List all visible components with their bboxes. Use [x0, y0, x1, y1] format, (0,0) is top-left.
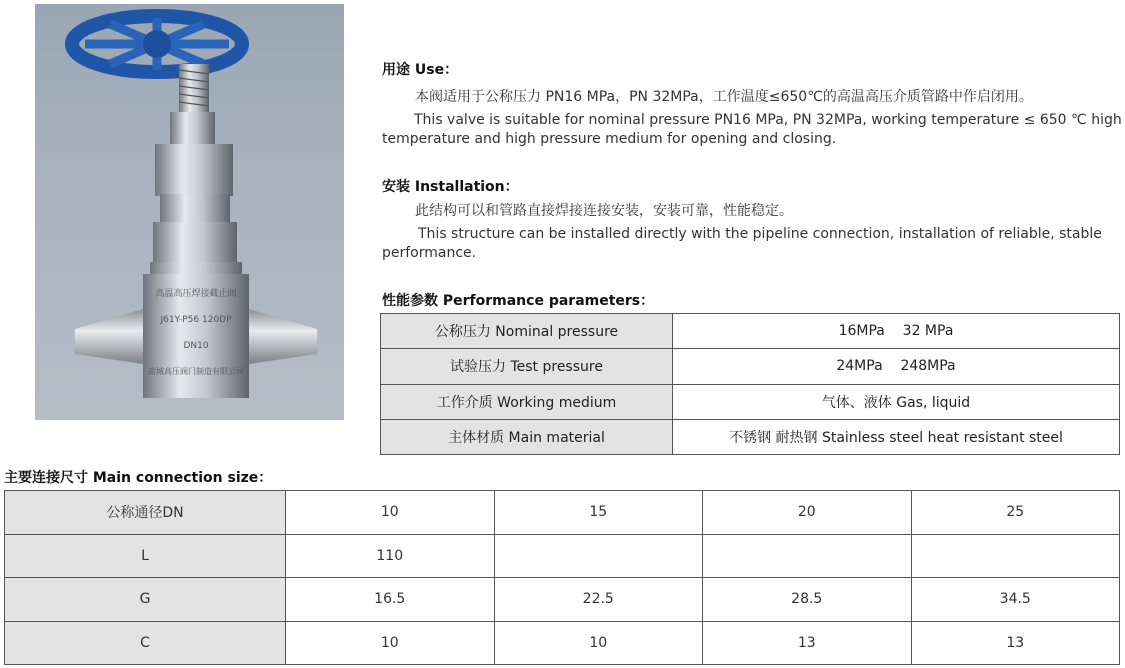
table-row — [381, 349, 1120, 384]
table-row — [5, 491, 1120, 535]
table-cell: 110 — [286, 534, 495, 578]
connection-heading: 主要连接尺寸 Main connection size： — [4, 470, 273, 486]
table-cell: 22.5 — [494, 578, 703, 622]
svg-text:盐城高压阀门制造有限公司: 盐城高压阀门制造有限公司 — [148, 367, 244, 376]
svg-text:高温高压焊接截止阀: 高温高压焊接截止阀 — [155, 289, 237, 299]
table-cell-label: L — [5, 534, 286, 578]
table-row — [381, 314, 1120, 349]
installation-text-en: This structure can be installed directly with the pipeline connection, installation of reliable, stable performance. — [382, 226, 1102, 261]
table-cell-value: 不锈钢 耐热钢 Stainless steel heat resistant steel — [673, 419, 1120, 454]
table-cell: 20 — [703, 491, 912, 535]
table-cell-label: C — [5, 621, 286, 665]
table-cell: 13 — [703, 621, 912, 665]
table-cell-value: 16MPa 32 MPa — [673, 314, 1120, 349]
installation-heading: 安装 Installation： — [382, 179, 519, 195]
table-cell-label: 工作介质 Working medium — [381, 384, 673, 419]
valve-photo — [35, 4, 344, 420]
table-cell: 13 — [911, 621, 1120, 665]
table-cell: 10 — [286, 491, 495, 535]
table-cell — [911, 534, 1120, 578]
performance-heading: 性能参数 Performance parameters： — [382, 293, 655, 309]
table-row — [381, 384, 1120, 419]
table-row — [5, 578, 1120, 622]
installation-text-cn: 此结构可以和管路直接焊接连接安装，安装可靠，性能稳定。 — [415, 203, 793, 219]
svg-text:DN10: DN10 — [183, 341, 209, 351]
table-cell-label: G — [5, 578, 286, 622]
use-text-en: This valve is suitable for nominal pressure PN16 MPa, PN 32MPa, working temperature ≤ 650 ℃ high temperature and high pressure medium for opening and closing. — [382, 112, 1122, 147]
table-cell: 25 — [911, 491, 1120, 535]
table-cell: 10 — [286, 621, 495, 665]
table-cell — [703, 534, 912, 578]
table-cell-value: 24MPa 248MPa — [673, 349, 1120, 384]
performance-table — [380, 313, 1120, 455]
table-cell-label: 试验压力 Test pressure — [381, 349, 673, 384]
table-cell-value: 气体、液体 Gas, liquid — [673, 384, 1120, 419]
handwheel-icon — [72, 16, 242, 72]
table-row — [381, 419, 1120, 454]
use-heading: 用途 Use： — [382, 62, 459, 78]
table-cell: 28.5 — [703, 578, 912, 622]
table-cell: 16.5 — [286, 578, 495, 622]
table-cell-label: 公称通径DN — [5, 491, 286, 535]
table-row — [5, 534, 1120, 578]
svg-text:J61Y-P56 120DP: J61Y-P56 120DP — [160, 315, 232, 325]
table-cell: 34.5 — [911, 578, 1120, 622]
table-cell: 15 — [494, 491, 703, 535]
table-cell: 10 — [494, 621, 703, 665]
use-text-cn: 本阀适用于公称压力 PN16 MPa，PN 32MPa，工作温度≤650℃的高温高压介质管路中作启闭用。 — [415, 89, 1033, 105]
connection-table — [4, 490, 1120, 665]
table-cell-label: 公称压力 Nominal pressure — [381, 314, 673, 349]
table-cell — [494, 534, 703, 578]
valve-illustration — [35, 4, 344, 420]
table-cell-label: 主体材质 Main material — [381, 419, 673, 454]
table-row — [5, 621, 1120, 665]
